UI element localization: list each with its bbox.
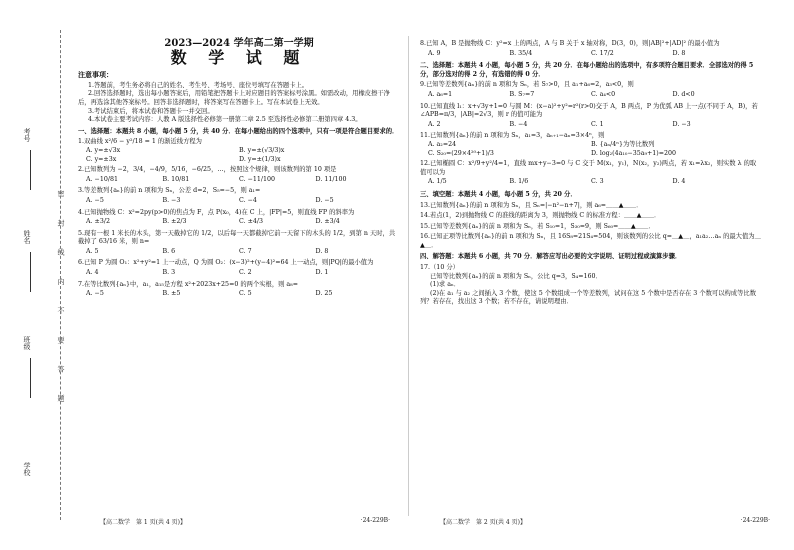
question-4 [78,209,400,228]
option-a: A. a₂=24 [428,140,457,148]
option-b: B. 10/81 [162,175,190,183]
option-a: A. −10/81 [86,175,118,183]
option-b: B. ±2/3 [162,218,187,226]
footer-page-label: 【高二数学 第 2 页(共 4 页)】 [440,519,526,526]
option-list [420,120,762,131]
margin-label-name: 姓名 [23,230,31,244]
option-b: B. ±5 [162,290,181,298]
page-1-footer [100,517,390,526]
question-17-header: 17.（10 分） [420,264,459,272]
option-b: B. {aₙ/4ⁿ}为等比数列 [591,140,655,148]
page-1-column [78,38,400,300]
question-14: 14.若点(1，2)到抛物线 C 的准线的距离为 3，则抛物线 C 的标准方程：＿＿▲＿＿． [420,212,661,220]
option-b: B. −4 [509,120,528,128]
option-a: A. ±3/2 [86,218,110,226]
note-item: 2.回答选择题时，选出每小题答案后，用铅笔把答题卡上对应题目的答案标号涂黑。如需改动，用橡皮擦干净后，再选涂其他答案标号。回答非选择题时，将答案写在答题卡上。写在本试卷上无效。 [78,90,390,106]
notes-heading: 注意事项： [78,70,113,80]
question-17-part-2: (2)在 a₁ 与 a₂ 之间插入 3 个数，使这 5 个数组成一个等差数列，试问在这 5 个数中是否存在 3 个数可以构成等比数列？若存在，找出这 3 个数；若不存在，请说明理由． [420,289,756,306]
option-b: B. y=±(√3/3)x [239,146,285,154]
option-list [420,49,762,60]
question-stem: 4.已知抛物线 C：x²=2py(p>0)的焦点为 F，点 P(x₀，4)在 C 上，|FP|=5，则直线 FP 的斜率为 [78,208,355,216]
margin-label-school: 学校 [23,462,31,476]
page-2-column [420,38,762,307]
note-item: 3.考试结束后，将本试卷和答题卡一并交回。 [88,107,214,115]
option-b: B. S₇=7 [509,90,535,98]
option-a: A. 9 [428,49,441,57]
option-list [78,175,400,186]
option-b: B. −3 [162,196,181,204]
option-list [78,289,400,300]
question-stem: 12.已知椭圆 C：x²/9+y²/4=1，直线 mx+y−3=0 与 C 交于 M(x₁，y₁)，N(x₂，y₂)两点，若 x₁=λx₂，则实数 λ 的取值可以为 [420,160,757,176]
question-1 [78,138,400,164]
option-a: A. 5 [86,247,99,255]
question-stem: 8.已知 A，B 是抛物线 C：y²=x 上的两点，A 与 B 关于 x 轴对称，D(3，0)，则|AB|²+|AD|² 的最小值为 [420,40,720,47]
question-6 [78,259,400,278]
option-list [420,90,762,101]
option-d: D. ±3/4 [315,218,340,226]
question-15: 15.已知等差数列{aₙ}的前 n 项和为 Sₙ，若 S₁₀=1，S₃₀=9，则 S₆₀=＿＿▲＿＿． [420,222,655,230]
option-c: C. a₄<0 [591,90,616,98]
option-a: A. a₆=1 [428,90,453,98]
question-stem: 10.已知直线 l₁：x+√3y+1=0 与圆 M：(x−a)²+y²=r²(r>0)交于 A，B 两点，P 为优弧 AB 上一点(不同于 A，B)，若∠APB=π/3，|AB|=2√3，则 r 的值可能为 [420,102,758,119]
option-c: C. −11/100 [239,175,276,183]
binding-margin [0,0,65,550]
margin-line [30,358,31,398]
question-17-stem: 已知等比数列{aₙ}的前 n 项和为 Sₙ，公比 q=3，S₄=160． [430,272,602,280]
option-list [78,147,400,164]
option-a: A. −5 [86,290,104,298]
option-b: B. 35/4 [509,49,533,57]
question-10 [420,103,762,131]
option-c: C. y=±3x [86,155,117,163]
option-list [78,268,400,279]
option-c: C. ±4/3 [239,218,264,226]
section-heading-1: 一、选择题：本题共 8 小题，每小题 5 分，共 40 分．在每小题给出的四个选项中，只有一项是符合题目要求的． [78,127,399,135]
section-heading-4: 四、解答题：本题共 6 小题，共 70 分．解答应写出必要的文字说明、证明过程或演算步骤． [420,253,682,261]
question-stem: 5.现有一根 1 米长的木头，第一天截掉它的 1/2，以后每一天都截掉它前一天留下的木头的 1/2，到第 n 天时，共截掉了 63/16 米，则 n= [78,229,396,246]
note-item: 4.本试卷主要考试内容：人教 A 版选择性必修第一册第二章 2.5 至选择性必修第二册第四章 4.3。 [88,116,362,124]
option-d: D. 11/100 [315,175,347,183]
option-c: C. 17/2 [591,49,614,57]
question-stem: 1.双曲线 x²/6 − y²/18 = 1 的渐近线方程为 [78,138,202,146]
option-c: C. −4 [239,196,257,204]
option-c: C. S₂₀=(29×4²⁰+1)/3 [428,149,494,157]
note-item: 1.答题前，考生务必将自己的姓名、考生号、考场号、座位号填写在答题卡上。 [88,81,309,89]
option-list [78,196,400,207]
option-c: C. 5 [239,290,252,298]
question-stem: 2.已知数列为 −2，3/4，−4/9，5/16，−6/25，…，按照这个规律，则该数列的第 10 项是 [78,166,337,174]
option-b: B. 3 [162,269,176,277]
page-2-footer [440,517,770,526]
column-divider [408,36,409,516]
section-heading-3: 三、填空题：本题共 4 小题，每小题 5 分，共 20 分． [420,190,577,198]
footer-code: ·24-229B· [360,517,390,524]
exam-year-title: 2023—2024 学年高二第一学期 [164,38,314,49]
option-c: C. 1 [591,120,604,128]
option-d: D. −3 [672,120,691,128]
question-stem: 6.已知 P 为圆 O₁：x²+y²=1 上一动点，Q 为圆 O₂：(x−3)²+(y−4)²=64 上一动点，则|PQ|的最小值为 [78,259,374,267]
option-d: D. 8 [672,49,686,57]
question-3 [78,187,400,206]
exam-subject-title: 数 学 试 题 [170,47,308,67]
option-a: A. 1/5 [428,178,447,186]
option-d: D. log₂(4a₁₀−35a₉+1)=200 [591,149,677,157]
question-8 [420,40,762,59]
option-b: B. 1/6 [509,178,529,186]
option-d: D. 25 [315,290,333,298]
question-11 [420,132,762,158]
option-d: D. 8 [315,247,329,255]
question-12 [420,160,762,188]
option-d: D. −5 [315,196,334,204]
option-b: B. 6 [162,247,176,255]
question-stem: 7.在等比数列{aₙ}中，a₁，a₁₅是方程 x²+2023x+25=0 的两个实根，则 a₈= [78,280,298,288]
option-c: C. 7 [239,247,252,255]
footer-page-label: 【高二数学 第 1 页(共 4 页)】 [100,519,186,526]
question-stem: 9.已知等差数列{aₙ}的前 n 项和为 Sₙ，若 S₇>0，且 a₁+a₆=2，a₃<0，则 [420,81,634,89]
option-a: A. 2 [428,120,441,128]
question-9 [420,81,762,100]
question-17-part-1: (1)求 aₙ． [430,281,460,289]
seal-dashed-line [60,30,61,520]
option-list [78,247,400,258]
question-7 [78,281,400,300]
question-stem: 11.已知数列{aₙ}的前 n 项和为 Sₙ，a₁=3，aₙ₊₁−aₙ=3×4ⁿ，则 [420,132,605,140]
option-d: D. 1 [315,269,329,277]
section-heading-2: 二、选择题：本题共 4 小题，每小题 5 分，共 20 分．在每小题给出的选项中，有多项符合题目要求．全部选对的得 5 分，部分选对的得 2 分，有选错的得 0 分． [420,62,754,78]
option-a: A. 4 [86,269,99,277]
margin-label-exam-number: 考号 [23,128,31,142]
option-list [420,177,762,188]
option-list [78,217,400,228]
option-c: C. 3 [591,178,604,186]
seal-line-text: 密 封 线 内 不 要 答 题 [57,190,65,412]
option-a: A. −5 [86,196,104,204]
question-stem: 3.等差数列{aₙ}的前 n 项和为 Sₙ，公差 d=2，S₅=−5，则 a₁= [78,187,261,195]
option-d: D. 4 [672,178,686,186]
option-c: C. 2 [239,269,252,277]
question-2 [78,166,400,185]
question-13: 13.已知数列{aₙ}的前 n 项和为 Sₙ，且 Sₙ=|−n²−n+7|，则 a₆=＿＿▲＿＿． [420,201,643,209]
margin-line [30,252,31,292]
question-5 [78,230,400,258]
footer-code: ·24-229B· [740,517,770,524]
question-16: 16.已知正项等比数列{aₙ}的前 n 项和为 Sₙ，且 16S₈=21S₄=504，则该数列的公比 q=＿▲＿，a₁a₂…aₙ 的最大值为＿▲＿． [420,233,761,249]
margin-line [30,150,31,190]
option-a: A. y=±√3x [86,146,121,154]
option-list [420,141,762,158]
option-d: D. y=±(1/3)x [239,155,281,163]
margin-label-class: 班级 [23,336,31,350]
option-d: D. d<0 [672,90,695,98]
